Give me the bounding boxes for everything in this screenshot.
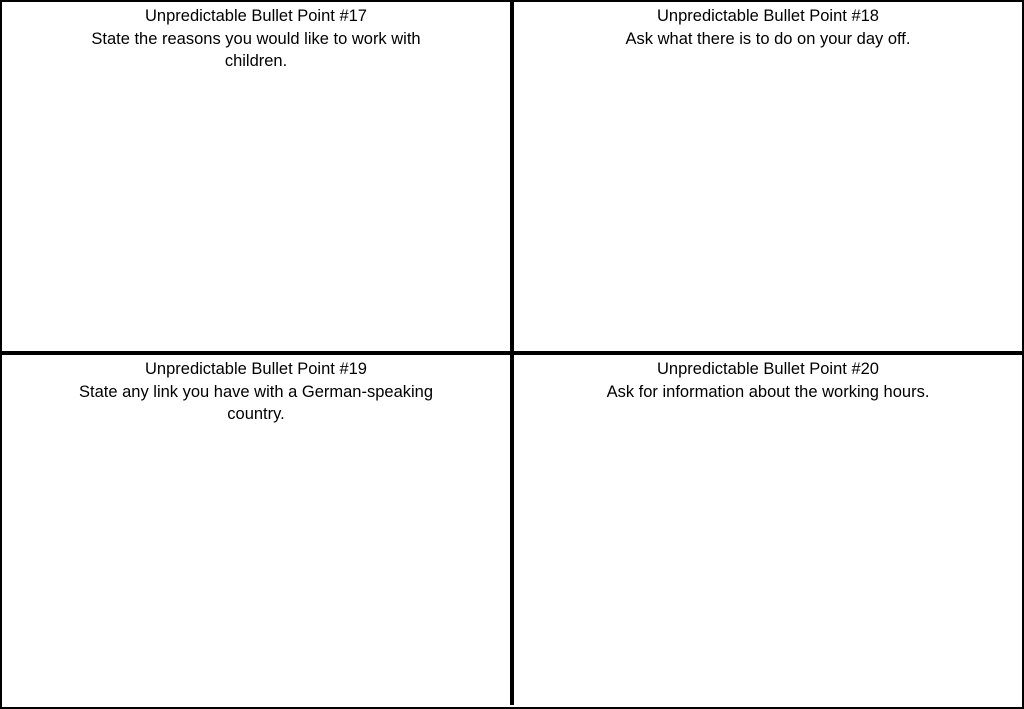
card-19 [2, 353, 512, 705]
card-text: State the reasons you would like to work with children. [91, 29, 421, 70]
card-20 [512, 353, 1022, 705]
card-text: Ask for information about the working hours. [606, 382, 930, 401]
card-text: State any link you have with a German-speaking country. [78, 382, 434, 423]
card-title: Unpredictable Bullet Point #17 [145, 7, 367, 25]
card-title: Unpredictable Bullet Point #20 [657, 360, 879, 378]
card-17 [2, 2, 512, 353]
card-18 [512, 2, 1022, 353]
card-title: Unpredictable Bullet Point #19 [145, 360, 367, 378]
card-title: Unpredictable Bullet Point #18 [657, 7, 879, 25]
card-text: Ask what there is to do on your day off. [625, 29, 911, 48]
